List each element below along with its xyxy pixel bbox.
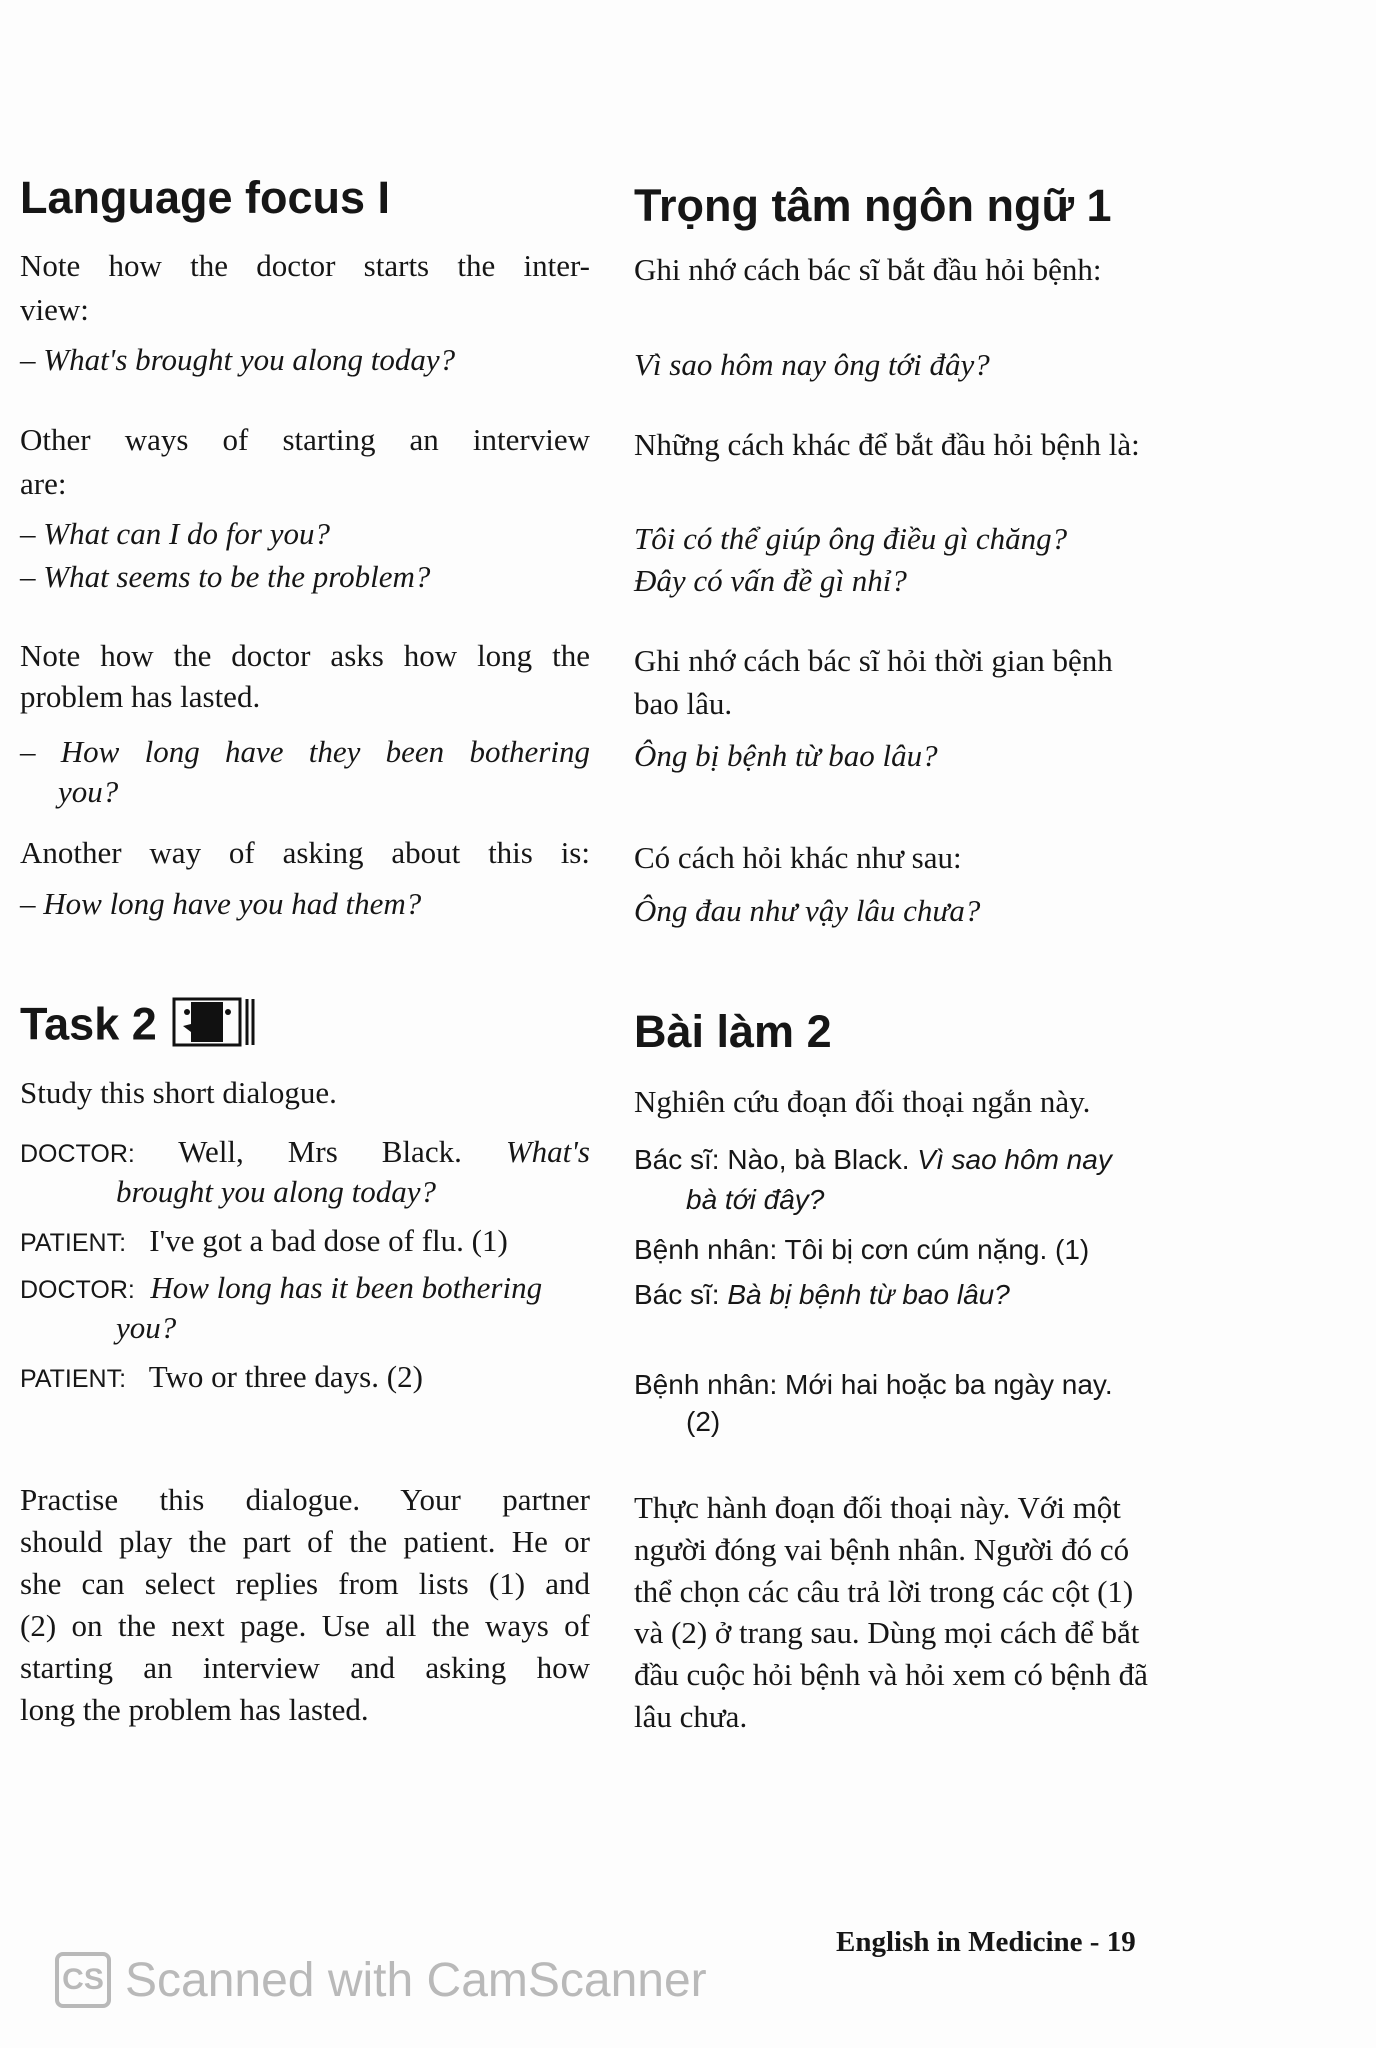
example-question: – What can I do for you? <box>20 516 330 551</box>
example-question: Đây có vấn đề gì nhỉ? <box>634 563 907 598</box>
speaker-label: PATIENT: <box>20 1365 127 1393</box>
example-question: – How long have they been bothering <box>20 734 590 769</box>
text-line: Another way of asking about this is: <box>20 835 590 870</box>
text-line: Ghi nhớ cách bác sĩ bắt đầu hỏi bệnh: <box>634 252 1102 287</box>
practise-line: (2) on the next page. Use all the ways of <box>20 1608 590 1643</box>
text-line: problem has lasted. <box>20 679 261 714</box>
speaker-label: Bệnh nhân: <box>634 1234 778 1265</box>
dialogue-text: Two or three days. (2) <box>148 1359 423 1394</box>
camscanner-watermark <box>55 1952 707 2008</box>
pair-work-icon <box>171 996 257 1059</box>
task-heading-text: Task 2 <box>20 998 157 1050</box>
speaker-label: DOCTOR: <box>20 1276 135 1304</box>
practise-line: người đóng vai bệnh nhân. Người đó có <box>634 1532 1130 1567</box>
speaker-label: Bệnh nhân: <box>634 1369 778 1400</box>
example-question: Ông đau như vậy lâu chưa? <box>634 893 981 928</box>
practise-line: long the problem has lasted. <box>20 1692 369 1727</box>
speaker-label: DOCTOR: <box>20 1140 135 1168</box>
language-focus-heading: Language focus I <box>20 172 391 223</box>
dialogue-cont: brought you along today? <box>116 1174 437 1209</box>
dialogue-text: Tôi bị cơn cúm nặng. (1) <box>784 1234 1090 1265</box>
trong-tam-heading: Trọng tâm ngôn ngữ 1 <box>634 180 1112 231</box>
text-line: Other ways of starting an interview <box>20 422 590 457</box>
dialogue-line <box>20 1132 590 1174</box>
example-question: – How long have you had them? <box>20 886 422 921</box>
practise-line: lâu chưa. <box>634 1699 748 1734</box>
dialogue-line <box>20 1268 542 1310</box>
text-line: Ghi nhớ cách bác sĩ hỏi thời gian bệnh <box>634 643 1113 678</box>
practise-line: đầu cuộc hỏi bệnh và hỏi xem có bệnh đã <box>634 1657 1148 1692</box>
dialogue-text-italic: Vì sao hôm nay <box>917 1144 1112 1175</box>
practise-line: Practise this dialogue. Your partner <box>20 1482 590 1517</box>
dialogue-text: Well, Mrs Black. <box>178 1134 462 1169</box>
speaker-label: Bác sĩ: <box>634 1279 720 1310</box>
camscanner-logo-icon: CS <box>55 1952 111 2008</box>
task-intro: Study this short dialogue. <box>20 1075 337 1110</box>
task-heading <box>20 996 257 1059</box>
dialogue-line <box>634 1230 1089 1270</box>
dialogue-text-italic: Bà bị bệnh từ bao lâu? <box>727 1279 1010 1310</box>
dialogue-line <box>20 1221 508 1263</box>
text-line: Có cách hỏi khác như sau: <box>634 840 962 875</box>
task-intro: Nghiên cứu đoạn đối thoại ngắn này. <box>634 1084 1091 1119</box>
text-line: view: <box>20 292 89 327</box>
dialogue-line <box>634 1275 1010 1315</box>
text-line: Note how the doctor starts the inter- <box>20 248 590 283</box>
speaker-label: Bác sĩ: <box>634 1144 720 1175</box>
text-line: Note how the doctor asks how long the <box>20 638 590 673</box>
practise-line: Thực hành đoạn đối thoại này. Với một <box>634 1490 1121 1525</box>
dialogue-line <box>634 1365 1113 1405</box>
bai-lam-heading: Bài làm 2 <box>634 1006 832 1057</box>
example-question-cont: you? <box>58 774 119 809</box>
practise-line: starting an interview and asking how <box>20 1650 590 1685</box>
dialogue-line <box>20 1357 423 1399</box>
example-question: – What's brought you along today? <box>20 342 456 377</box>
example-question: Vì sao hôm nay ông tới đây? <box>634 347 990 382</box>
text-line: are: <box>20 466 67 501</box>
dialogue-line <box>634 1140 1112 1180</box>
text-line: bao lâu. <box>634 686 733 721</box>
dialogue-cont: you? <box>116 1310 177 1345</box>
practise-line: should play the part of the patient. He or <box>20 1524 590 1559</box>
practise-line: và (2) ở trang sau. Dùng mọi cách để bắt <box>634 1615 1140 1650</box>
text-line: Những cách khác để bắt đầu hỏi bệnh là: <box>634 427 1140 462</box>
example-question: Tôi có thể giúp ông điều gì chăng? <box>634 521 1068 556</box>
dialogue-text-italic: How long has it been bothering <box>150 1270 543 1305</box>
dialogue-text: I've got a bad dose of flu. (1) <box>149 1223 508 1258</box>
watermark-text: Scanned with CamScanner <box>125 1953 707 2007</box>
dialogue-cont: bà tới đây? <box>686 1184 825 1215</box>
example-question: Ông bị bệnh từ bao lâu? <box>634 738 938 773</box>
speaker-label: PATIENT: <box>20 1229 127 1257</box>
practise-line: thể chọn các câu trả lời trong các cột (1) <box>634 1574 1134 1609</box>
example-question: – What seems to be the problem? <box>20 559 431 594</box>
dialogue-text: Nào, bà Black. <box>727 1144 910 1175</box>
dialogue-text: Mới hai hoặc ba ngày nay. <box>785 1369 1113 1400</box>
dialogue-text-italic: What's <box>505 1134 590 1169</box>
practise-line: she can select replies from lists (1) and <box>20 1566 590 1601</box>
dialogue-cont: (2) <box>686 1406 721 1437</box>
page-footer: English in Medicine - 19 <box>836 1926 1136 1958</box>
